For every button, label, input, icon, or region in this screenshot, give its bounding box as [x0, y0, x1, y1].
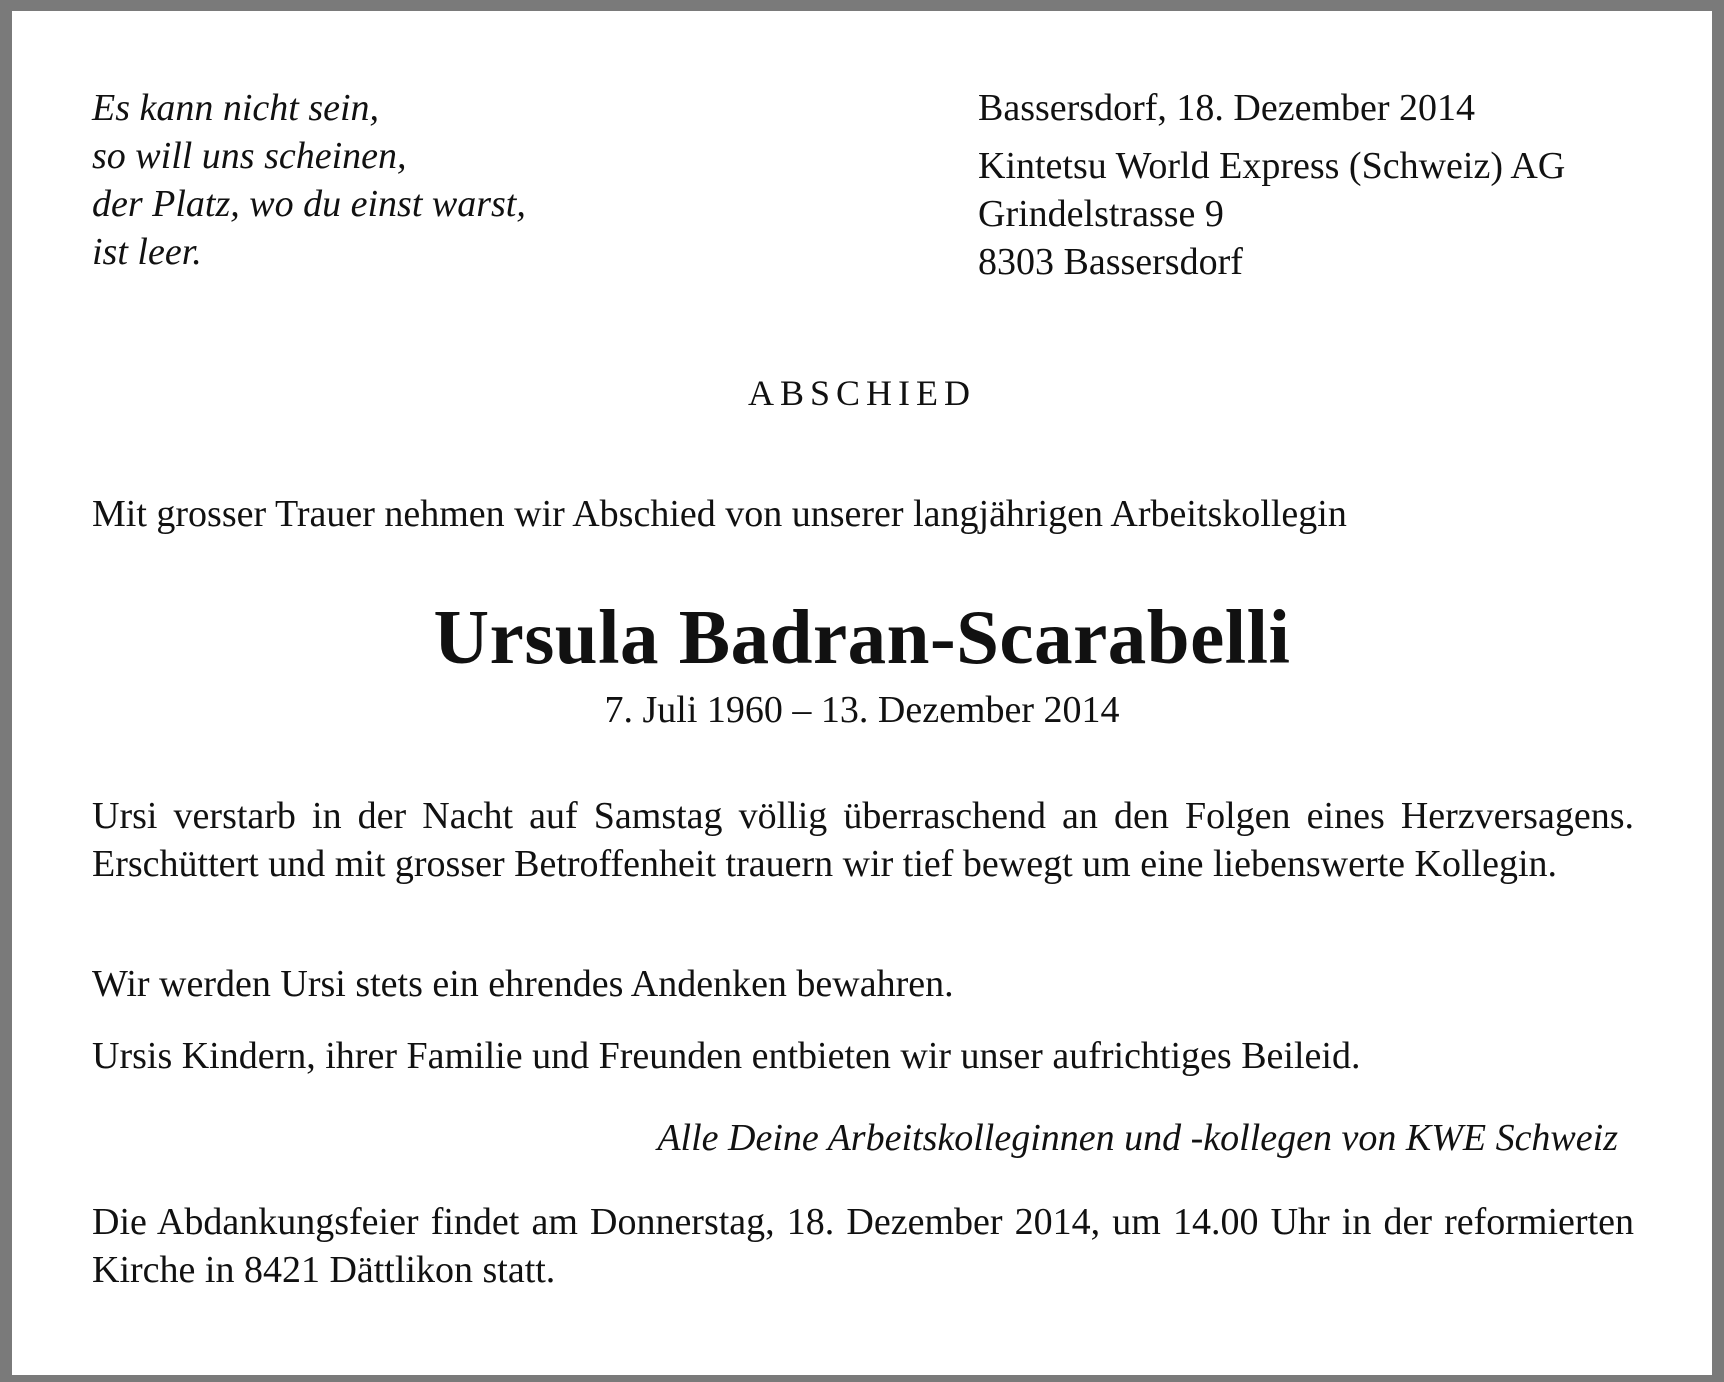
poem-line: so will uns scheinen, [92, 135, 407, 177]
paragraph-condolence: Ursi verstarb in der Nacht auf Samstag völlig überraschend an den Folgen eines Herzversagens. Erschüttert und mit grosser Betroffenheit trauern wir tief bewegt um eine liebenswerte Kollegin. [92, 795, 1634, 885]
sender-address [978, 142, 1565, 286]
poem-line: ist leer. [92, 231, 202, 273]
address-line: Kintetsu World Express (Schweiz) AG [978, 145, 1566, 187]
poem [92, 84, 526, 276]
intro-text: Mit grosser Trauer nehmen wir Abschied von unserer langjährigen Arbeitskollegin [92, 493, 1347, 535]
paragraph-sympathy: Ursis Kindern, ihrer Familie und Freunden entbieten wir unser aufrichtiges Beileid. [92, 1035, 1361, 1077]
address-line: 8303 Bassersdorf [978, 241, 1243, 283]
paragraph-remembrance: Wir werden Ursi stets ein ehrendes Andenken bewahren. [92, 963, 954, 1005]
sender-block [978, 84, 1565, 286]
address-line: Grindelstrasse 9 [978, 193, 1224, 235]
deceased-name: Ursula Badran-Scarabelli [433, 594, 1291, 680]
lifespan-dates: 7. Juli 1960 – 13. Dezember 2014 [604, 689, 1120, 731]
funeral-notice: Die Abdankungsfeier findet am Donnerstag, 18. Dezember 2014, um 14.00 Uhr in der reformierten Kirche in 8421 Dättlikon statt. [92, 1201, 1634, 1291]
signature: Alle Deine Arbeitskolleginnen und -kollegen von KWE Schweiz [657, 1117, 1618, 1159]
poem-line: Es kann nicht sein, [92, 87, 380, 129]
poem-line: der Platz, wo du einst warst, [92, 183, 526, 225]
heading: ABSCHIED [747, 373, 977, 413]
place-date: Bassersdorf, 18. Dezember 2014 [978, 87, 1476, 129]
